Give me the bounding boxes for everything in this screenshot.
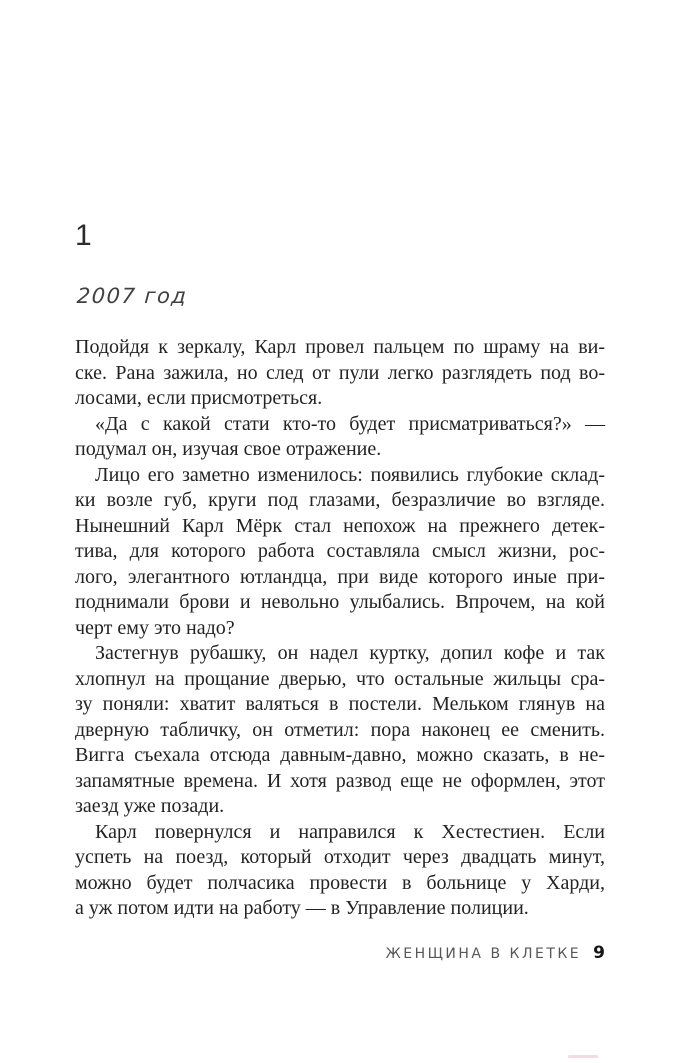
paragraph: [75, 463, 605, 642]
paragraph: [75, 335, 605, 412]
text-line: ки возле губ, круги под глазами, безразличие во взгляде.: [75, 489, 605, 511]
chapter-number: 1: [75, 219, 92, 252]
text-line: а уж потом идти на работу — в Управление полиции.: [75, 897, 529, 919]
text-line: поднимали брови и невольно улыбались. Впрочем, на кой: [75, 591, 605, 613]
text-line: ске. Рана зажила, но след от пули легко разглядеть под во-: [75, 361, 605, 384]
section-heading: 2007 год: [76, 284, 189, 308]
text-line: зу поняли: хватит валяться в постели. Мельком глянув на: [75, 693, 605, 715]
text-line: успеть на поезд, который отходит через двадцать минут,: [75, 846, 605, 868]
text-line: дверную табличку, он отметил: пора наконец ее сменить.: [75, 718, 605, 741]
paragraph: [75, 412, 605, 463]
text-line: подумал он, изучая свое отражение.: [75, 438, 382, 460]
text-line: лосами, если присмотреться.: [75, 387, 323, 409]
text-line: хлопнул на прощание дверью, что остальные жильцы сра-: [75, 667, 605, 690]
text-line: запамятные времена. И хотя развод еще не оформлен, этот: [75, 769, 605, 792]
page-number: 9: [593, 942, 605, 963]
text-line: можно будет полчасика провести в больнице у Харди,: [75, 871, 605, 894]
body-text: [75, 335, 605, 922]
paragraph: [75, 641, 605, 820]
text-line: Лицо его заметно изменилось: появились глубокие склад-: [95, 463, 605, 486]
text-line: тива, для которого работа составляла смысл жизни, рос-: [75, 540, 605, 562]
text-line: лого, элегантного ютландца, при виде которого иные при-: [75, 565, 605, 588]
text-line: Застегнув рубашку, он надел куртку, допил кофе и так: [95, 642, 605, 664]
text-line: черт ему это надо?: [75, 616, 235, 639]
text-line: «Да с какой стати кто-то будет присматриваться?» —: [95, 412, 605, 435]
text-line: Вигга съехала отсюда давным-давно, можно сказать, в не-: [75, 744, 605, 766]
corner-mark: [568, 1055, 598, 1058]
text-line: Нынешний Карл Мёрк стал непохож на прежнего детек-: [75, 514, 605, 537]
paragraph: [75, 820, 605, 922]
text-line: Подойдя к зеркалу, Карл провел пальцем по шраму на ви-: [75, 336, 605, 358]
page-footer: [75, 943, 605, 963]
running-title: ЖЕНЩИНА В КЛЕТКЕ: [385, 945, 582, 962]
text-line: заезд уже позади.: [75, 795, 225, 817]
text-line: Карл повернулся и направился к Хестестиен. Если: [95, 820, 605, 843]
